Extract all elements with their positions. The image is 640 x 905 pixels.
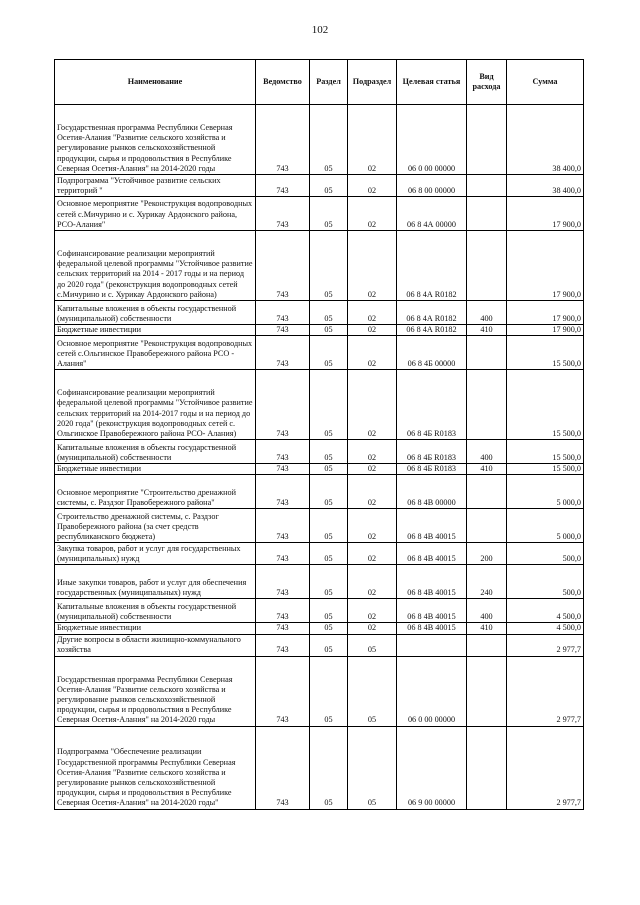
row-amount: 15 500,0 — [507, 336, 584, 370]
row-razdel: 05 — [310, 599, 348, 623]
row-amount: 17 900,0 — [507, 325, 584, 336]
budget-table — [54, 59, 584, 810]
row-razdel: 05 — [310, 336, 348, 370]
row-expense-type — [467, 231, 507, 301]
row-name: Бюджетные инвестиции — [55, 623, 256, 634]
row-expense-type — [467, 475, 507, 509]
row-razdel: 05 — [310, 175, 348, 197]
row-expense-type — [467, 509, 507, 543]
row-podrazdel: 02 — [348, 440, 397, 464]
row-razdel: 05 — [310, 197, 348, 231]
row-target-article: 06 8 4Б R0183 — [397, 370, 467, 440]
table-row — [55, 656, 584, 726]
row-razdel: 05 — [310, 464, 348, 475]
row-podrazdel: 02 — [348, 105, 397, 175]
row-podrazdel: 02 — [348, 370, 397, 440]
row-razdel: 05 — [310, 325, 348, 336]
row-name: Капитальные вложения в объекты государственной (муниципальной) собственности — [55, 599, 256, 623]
row-vedomstvo: 743 — [256, 726, 310, 809]
row-name: Подпрограмма "Обеспечение реализации Государственной программы Республики Северная Осетия-Алания "Развитие сельского хозяйства и регулирование рынков сельскохозяйственной продукции, сырья и продовольствия в Республике Северная Осетия-Алания" на 2014-2020 годы" — [55, 726, 256, 809]
row-vedomstvo: 743 — [256, 464, 310, 475]
row-name: Бюджетные инвестиции — [55, 325, 256, 336]
row-amount: 17 900,0 — [507, 301, 584, 325]
row-target-article: 06 8 4В 00000 — [397, 475, 467, 509]
row-amount: 4 500,0 — [507, 599, 584, 623]
row-expense-type — [467, 370, 507, 440]
row-podrazdel: 02 — [348, 301, 397, 325]
row-podrazdel: 05 — [348, 634, 397, 656]
table-row — [55, 325, 584, 336]
table-row — [55, 105, 584, 175]
row-amount: 38 400,0 — [507, 105, 584, 175]
table-row — [55, 565, 584, 599]
row-name: Другие вопросы в области жилищно-коммунального хозяйства — [55, 634, 256, 656]
row-amount: 4 500,0 — [507, 623, 584, 634]
row-amount: 2 977,7 — [507, 656, 584, 726]
row-razdel: 05 — [310, 105, 348, 175]
row-podrazdel: 02 — [348, 509, 397, 543]
row-expense-type — [467, 105, 507, 175]
row-name: Закупка товаров, работ и услуг для государственных (муниципальных) нужд — [55, 543, 256, 565]
row-vedomstvo: 743 — [256, 175, 310, 197]
row-target-article — [397, 634, 467, 656]
row-target-article: 06 8 4Б R0183 — [397, 440, 467, 464]
row-target-article: 06 9 00 00000 — [397, 726, 467, 809]
table-row — [55, 634, 584, 656]
row-target-article: 06 8 4А R0182 — [397, 301, 467, 325]
row-vedomstvo: 743 — [256, 231, 310, 301]
column-header: Вид расхода — [467, 60, 507, 105]
row-target-article: 06 0 00 00000 — [397, 656, 467, 726]
row-podrazdel: 05 — [348, 656, 397, 726]
row-razdel: 05 — [310, 656, 348, 726]
row-name: Основное мероприятие "Строительство дренажной системы, с. Раздзог Правобережного района" — [55, 475, 256, 509]
row-target-article: 06 8 4В 40015 — [397, 543, 467, 565]
row-name: Капитальные вложения в объекты государственной (муниципальной) собственности — [55, 440, 256, 464]
row-amount: 17 900,0 — [507, 231, 584, 301]
row-podrazdel: 02 — [348, 197, 397, 231]
row-vedomstvo: 743 — [256, 336, 310, 370]
table-row — [55, 301, 584, 325]
table-row — [55, 175, 584, 197]
row-expense-type: 400 — [467, 599, 507, 623]
row-target-article: 06 8 4Б R0183 — [397, 464, 467, 475]
row-vedomstvo: 743 — [256, 565, 310, 599]
row-target-article: 06 8 4В 40015 — [397, 565, 467, 599]
row-amount: 5 000,0 — [507, 509, 584, 543]
row-target-article: 06 8 4В 40015 — [397, 599, 467, 623]
row-vedomstvo: 743 — [256, 475, 310, 509]
row-name: Основное мероприятие "Реконструкция водопроводных сетей с.Ольгинское Правобережного района РСО - Алания" — [55, 336, 256, 370]
row-amount: 5 000,0 — [507, 475, 584, 509]
row-name: Строительство дренажной системы, с. Раздзог Правобережного района (за счет средств республиканского бюджета) — [55, 509, 256, 543]
row-podrazdel: 05 — [348, 726, 397, 809]
column-header: Ведомство — [256, 60, 310, 105]
row-expense-type — [467, 656, 507, 726]
row-podrazdel: 02 — [348, 475, 397, 509]
table-header-row — [55, 60, 584, 105]
row-podrazdel: 02 — [348, 543, 397, 565]
row-podrazdel: 02 — [348, 464, 397, 475]
row-name: Государственная программа Республики Северная Осетия-Алания "Развитие сельского хозяйства и регулирование рынков сельскохозяйственной продукции, сырья и продовольствия в Республике Северная Осетия-Алания" на 2014-2020 годы — [55, 656, 256, 726]
row-expense-type — [467, 336, 507, 370]
row-expense-type: 400 — [467, 301, 507, 325]
row-razdel: 05 — [310, 301, 348, 325]
row-podrazdel: 02 — [348, 336, 397, 370]
table-row — [55, 726, 584, 809]
row-name: Государственная программа Республики Северная Осетия-Алания "Развитие сельского хозяйства и регулирование рынков сельскохозяйственной продукции, сырья и продовольствия в Республике Северная Осетия-Алания" на 2014-2020 годы — [55, 105, 256, 175]
row-amount: 2 977,7 — [507, 634, 584, 656]
row-amount: 2 977,7 — [507, 726, 584, 809]
row-amount: 500,0 — [507, 543, 584, 565]
row-amount: 15 500,0 — [507, 370, 584, 440]
row-target-article: 06 8 4А R0182 — [397, 325, 467, 336]
row-podrazdel: 02 — [348, 565, 397, 599]
table-row — [55, 336, 584, 370]
row-target-article: 06 8 00 00000 — [397, 175, 467, 197]
row-podrazdel: 02 — [348, 325, 397, 336]
row-razdel: 05 — [310, 565, 348, 599]
row-vedomstvo: 743 — [256, 370, 310, 440]
row-vedomstvo: 743 — [256, 197, 310, 231]
row-expense-type: 410 — [467, 464, 507, 475]
row-name: Капитальные вложения в объекты государственной (муниципальной) собственности — [55, 301, 256, 325]
row-target-article: 06 0 00 00000 — [397, 105, 467, 175]
row-expense-type — [467, 634, 507, 656]
row-vedomstvo: 743 — [256, 543, 310, 565]
row-amount: 38 400,0 — [507, 175, 584, 197]
row-name: Иные закупки товаров, работ и услуг для обеспечения государственных (муниципальных) нужд — [55, 565, 256, 599]
row-vedomstvo: 743 — [256, 509, 310, 543]
table-row — [55, 623, 584, 634]
row-amount: 15 500,0 — [507, 440, 584, 464]
table-row — [55, 543, 584, 565]
row-target-article: 06 8 4В 40015 — [397, 509, 467, 543]
row-expense-type — [467, 197, 507, 231]
row-razdel: 05 — [310, 726, 348, 809]
column-header: Наименование — [55, 60, 256, 105]
row-vedomstvo: 743 — [256, 325, 310, 336]
table-row — [55, 509, 584, 543]
row-podrazdel: 02 — [348, 599, 397, 623]
row-razdel: 05 — [310, 509, 348, 543]
table-row — [55, 370, 584, 440]
row-razdel: 05 — [310, 623, 348, 634]
row-amount: 17 900,0 — [507, 197, 584, 231]
row-vedomstvo: 743 — [256, 623, 310, 634]
row-podrazdel: 02 — [348, 623, 397, 634]
row-podrazdel: 02 — [348, 175, 397, 197]
column-header: Подраздел — [348, 60, 397, 105]
row-razdel: 05 — [310, 475, 348, 509]
page-number: 102 — [311, 24, 329, 36]
table-row — [55, 231, 584, 301]
row-vedomstvo: 743 — [256, 440, 310, 464]
row-name: Софинансирование реализации мероприятий федеральной целевой программы "Устойчивое развитие сельских территорий на 2014-2017 годы и на период до 2020 года" (реконструкция водопроводных сетей с. Ольгинское Правобережного района РСО- Алания) — [55, 370, 256, 440]
row-target-article: 06 8 4А 00000 — [397, 197, 467, 231]
row-expense-type: 200 — [467, 543, 507, 565]
row-target-article: 06 8 4Б 00000 — [397, 336, 467, 370]
row-name: Бюджетные инвестиции — [55, 464, 256, 475]
row-razdel: 05 — [310, 370, 348, 440]
row-expense-type: 410 — [467, 325, 507, 336]
row-vedomstvo: 743 — [256, 301, 310, 325]
row-vedomstvo: 743 — [256, 634, 310, 656]
row-expense-type — [467, 175, 507, 197]
table-row — [55, 197, 584, 231]
row-amount: 15 500,0 — [507, 464, 584, 475]
row-target-article: 06 8 4В 40015 — [397, 623, 467, 634]
row-expense-type: 400 — [467, 440, 507, 464]
column-header: Сумма — [507, 60, 584, 105]
row-name: Софинансирование реализации мероприятий федеральной целевой программы "Устойчивое развитие сельских территорий на 2014 - 2017 годы и на период до 2020 года" (реконструкция водопроводных сетей с.Мичурино и с. Хурикау Ардонского района) — [55, 231, 256, 301]
row-expense-type — [467, 726, 507, 809]
column-header: Раздел — [310, 60, 348, 105]
table-row — [55, 599, 584, 623]
row-amount: 500,0 — [507, 565, 584, 599]
row-podrazdel: 02 — [348, 231, 397, 301]
row-vedomstvo: 743 — [256, 105, 310, 175]
row-vedomstvo: 743 — [256, 656, 310, 726]
row-vedomstvo: 743 — [256, 599, 310, 623]
row-razdel: 05 — [310, 440, 348, 464]
row-name: Основное мероприятие "Реконструкция водопроводных сетей с.Мичурино и с. Хурикау Ардонского района, РСО-Алания" — [55, 197, 256, 231]
row-name: Подпрограмма "Устойчивое развитие сельских территорий " — [55, 175, 256, 197]
table-row — [55, 475, 584, 509]
table-row — [55, 440, 584, 464]
row-razdel: 05 — [310, 634, 348, 656]
table-row — [55, 464, 584, 475]
row-target-article: 06 8 4А R0182 — [397, 231, 467, 301]
row-expense-type: 240 — [467, 565, 507, 599]
row-razdel: 05 — [310, 231, 348, 301]
column-header: Целевая статья — [397, 60, 467, 105]
row-expense-type: 410 — [467, 623, 507, 634]
table-body — [55, 105, 584, 810]
row-razdel: 05 — [310, 543, 348, 565]
